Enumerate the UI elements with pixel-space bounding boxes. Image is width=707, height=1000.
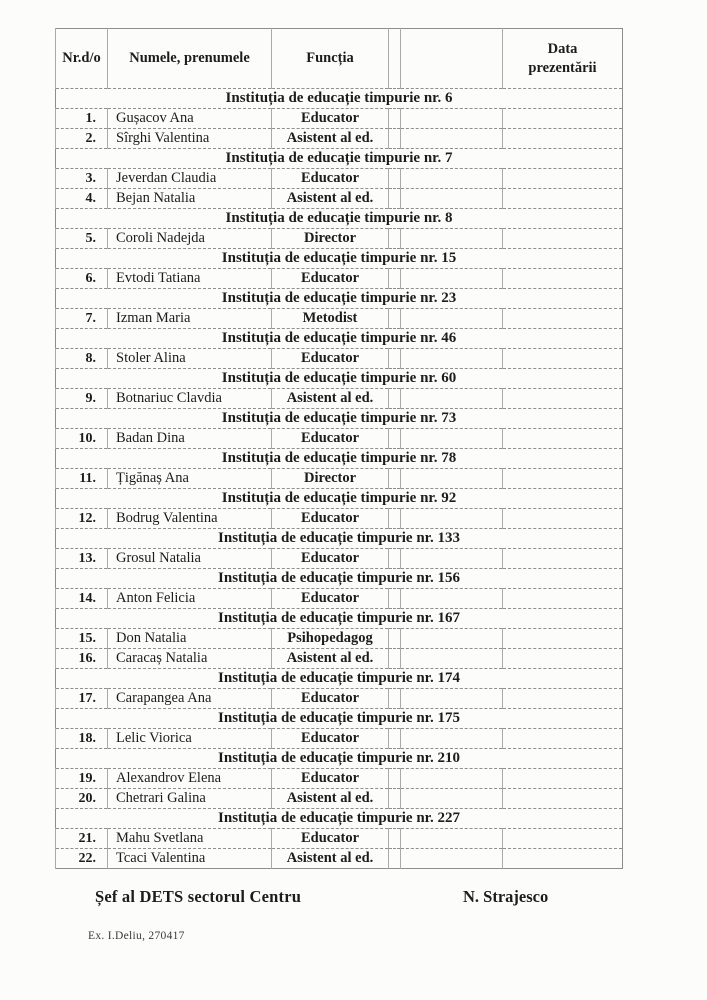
nr-cell: 6. [56, 269, 108, 289]
nr-cell: 22. [56, 849, 108, 869]
nr-cell: 13. [56, 549, 108, 569]
nr-cell: 20. [56, 789, 108, 809]
institution-header-row [56, 369, 623, 389]
nr-cell: 14. [56, 589, 108, 609]
blank-narrow-cell [389, 129, 401, 149]
date-cell [503, 389, 623, 409]
function-cell: Educator [272, 269, 389, 289]
date-cell [503, 269, 623, 289]
blank-narrow-cell [389, 269, 401, 289]
column-header-blank-narrow [389, 29, 401, 89]
nr-cell: 11. [56, 469, 108, 489]
blank-cell [401, 509, 503, 529]
function-cell: Educator [272, 829, 389, 849]
blank-cell [401, 129, 503, 149]
blank-narrow-cell [389, 689, 401, 709]
date-cell [503, 549, 623, 569]
institution-header-row [56, 709, 623, 729]
function-cell: Educator [272, 729, 389, 749]
name-cell: Don Natalia [108, 629, 272, 649]
function-cell: Asistent al ed. [272, 649, 389, 669]
blank-narrow-cell [389, 549, 401, 569]
institution-header-row [56, 669, 623, 689]
staff-row [56, 469, 623, 489]
institution-title: Instituția de educație timpurie nr. 175 [56, 709, 623, 729]
name-cell: Carapangea Ana [108, 689, 272, 709]
institution-title: Instituția de educație timpurie nr. 60 [56, 369, 623, 389]
blank-narrow-cell [389, 189, 401, 209]
institution-header-row [56, 89, 623, 109]
nr-cell: 21. [56, 829, 108, 849]
name-cell: Chetrari Galina [108, 789, 272, 809]
date-cell [503, 309, 623, 329]
staff-row [56, 549, 623, 569]
blank-narrow-cell [389, 229, 401, 249]
staff-row [56, 629, 623, 649]
function-cell: Educator [272, 509, 389, 529]
blank-narrow-cell [389, 469, 401, 489]
name-cell: Coroli Nadejda [108, 229, 272, 249]
date-cell [503, 509, 623, 529]
blank-narrow-cell [389, 509, 401, 529]
nr-cell: 5. [56, 229, 108, 249]
institution-header-row [56, 409, 623, 429]
blank-cell [401, 789, 503, 809]
institution-header-row [56, 489, 623, 509]
function-cell: Educator [272, 109, 389, 129]
institution-title: Instituția de educație timpurie nr. 227 [56, 809, 623, 829]
date-cell [503, 729, 623, 749]
blank-narrow-cell [389, 769, 401, 789]
date-cell [503, 589, 623, 609]
table-body [56, 89, 623, 869]
staff-row [56, 349, 623, 369]
executor-note: Ex. I.Deliu, 270417 [88, 930, 185, 942]
staff-row [56, 309, 623, 329]
date-cell [503, 349, 623, 369]
nr-cell: 16. [56, 649, 108, 669]
function-cell: Educator [272, 169, 389, 189]
blank-cell [401, 309, 503, 329]
staff-row [56, 589, 623, 609]
institution-title: Instituția de educație timpurie nr. 46 [56, 329, 623, 349]
staff-row [56, 429, 623, 449]
institution-title: Instituția de educație timpurie nr. 133 [56, 529, 623, 549]
institution-title: Instituția de educație timpurie nr. 210 [56, 749, 623, 769]
date-cell [503, 109, 623, 129]
name-cell: Grosul Natalia [108, 549, 272, 569]
blank-narrow-cell [389, 169, 401, 189]
date-cell [503, 129, 623, 149]
nr-cell: 7. [56, 309, 108, 329]
blank-narrow-cell [389, 849, 401, 869]
column-header-nr: Nr.d/o [56, 29, 108, 89]
institution-title: Instituția de educație timpurie nr. 15 [56, 249, 623, 269]
function-cell: Metodist [272, 309, 389, 329]
date-cell [503, 469, 623, 489]
nr-cell: 15. [56, 629, 108, 649]
name-cell: Jeverdan Claudia [108, 169, 272, 189]
name-cell: Badan Dina [108, 429, 272, 449]
staff-table [55, 28, 623, 869]
function-cell: Asistent al ed. [272, 189, 389, 209]
staff-row [56, 789, 623, 809]
institution-header-row [56, 209, 623, 229]
blank-cell [401, 469, 503, 489]
column-header-name: Numele, prenumele [108, 29, 272, 89]
institution-header-row [56, 529, 623, 549]
function-cell: Director [272, 469, 389, 489]
institution-header-row [56, 609, 623, 629]
staff-row [56, 129, 623, 149]
blank-narrow-cell [389, 309, 401, 329]
staff-row [56, 509, 623, 529]
name-cell: Evtodi Tatiana [108, 269, 272, 289]
blank-cell [401, 169, 503, 189]
function-cell: Educator [272, 689, 389, 709]
nr-cell: 19. [56, 769, 108, 789]
function-cell: Educator [272, 429, 389, 449]
table-header [56, 29, 623, 89]
name-cell: Alexandrov Elena [108, 769, 272, 789]
signature-name: N. Strajesco [463, 887, 549, 906]
institution-title: Instituția de educație timpurie nr. 78 [56, 449, 623, 469]
name-cell: Mahu Svetlana [108, 829, 272, 849]
blank-cell [401, 549, 503, 569]
staff-row [56, 849, 623, 869]
date-cell [503, 629, 623, 649]
blank-cell [401, 589, 503, 609]
institution-title: Instituția de educație timpurie nr. 23 [56, 289, 623, 309]
nr-cell: 1. [56, 109, 108, 129]
nr-cell: 9. [56, 389, 108, 409]
staff-row [56, 769, 623, 789]
name-cell: Stoler Alina [108, 349, 272, 369]
blank-cell [401, 629, 503, 649]
date-cell [503, 849, 623, 869]
blank-cell [401, 689, 503, 709]
function-cell: Educator [272, 549, 389, 569]
name-cell: Sîrghi Valentina [108, 129, 272, 149]
institution-header-row [56, 449, 623, 469]
nr-cell: 2. [56, 129, 108, 149]
function-cell: Asistent al ed. [272, 849, 389, 869]
function-cell: Asistent al ed. [272, 129, 389, 149]
blank-cell [401, 849, 503, 869]
staff-row [56, 109, 623, 129]
date-cell [503, 229, 623, 249]
blank-cell [401, 189, 503, 209]
date-cell [503, 789, 623, 809]
name-cell: Țigănaș Ana [108, 469, 272, 489]
staff-row [56, 269, 623, 289]
institution-title: Instituția de educație timpurie nr. 73 [56, 409, 623, 429]
name-cell: Botnariuc Clavdia [108, 389, 272, 409]
institution-title: Instituția de educație timpurie nr. 6 [56, 89, 623, 109]
name-cell: Anton Felicia [108, 589, 272, 609]
nr-cell: 8. [56, 349, 108, 369]
blank-cell [401, 649, 503, 669]
blank-cell [401, 769, 503, 789]
nr-cell: 17. [56, 689, 108, 709]
nr-cell: 4. [56, 189, 108, 209]
date-cell [503, 189, 623, 209]
date-cell [503, 829, 623, 849]
institution-title: Instituția de educație timpurie nr. 167 [56, 609, 623, 629]
staff-row [56, 169, 623, 189]
nr-cell: 18. [56, 729, 108, 749]
staff-row [56, 189, 623, 209]
name-cell: Bejan Natalia [108, 189, 272, 209]
function-cell: Psihopedagog [272, 629, 389, 649]
institution-title: Instituția de educație timpurie nr. 156 [56, 569, 623, 589]
institution-title: Instituția de educație timpurie nr. 7 [56, 149, 623, 169]
date-cell [503, 169, 623, 189]
nr-cell: 12. [56, 509, 108, 529]
function-cell: Director [272, 229, 389, 249]
staff-row [56, 689, 623, 709]
name-cell: Tcaci Valentina [108, 849, 272, 869]
function-cell: Educator [272, 589, 389, 609]
date-cell [503, 689, 623, 709]
signature-title: Șef al DETS sectorul Centru [95, 887, 302, 906]
institution-header-row [56, 289, 623, 309]
column-header-date: Data prezentării [503, 29, 623, 89]
name-cell: Bodrug Valentina [108, 509, 272, 529]
institution-header-row [56, 249, 623, 269]
staff-row [56, 729, 623, 749]
institution-header-row [56, 149, 623, 169]
column-header-function: Funcția [272, 29, 389, 89]
blank-narrow-cell [389, 389, 401, 409]
date-cell [503, 429, 623, 449]
name-cell: Izman Maria [108, 309, 272, 329]
blank-cell [401, 349, 503, 369]
blank-narrow-cell [389, 429, 401, 449]
institution-title: Instituția de educație timpurie nr. 8 [56, 209, 623, 229]
blank-narrow-cell [389, 109, 401, 129]
institution-header-row [56, 809, 623, 829]
blank-narrow-cell [389, 649, 401, 669]
blank-cell [401, 729, 503, 749]
date-cell [503, 769, 623, 789]
institution-header-row [56, 329, 623, 349]
blank-narrow-cell [389, 829, 401, 849]
institution-header-row [56, 569, 623, 589]
nr-cell: 10. [56, 429, 108, 449]
blank-narrow-cell [389, 789, 401, 809]
blank-cell [401, 229, 503, 249]
staff-row [56, 229, 623, 249]
blank-narrow-cell [389, 629, 401, 649]
blank-narrow-cell [389, 729, 401, 749]
function-cell: Asistent al ed. [272, 789, 389, 809]
date-cell [503, 649, 623, 669]
institution-title: Instituția de educație timpurie nr. 92 [56, 489, 623, 509]
institution-title: Instituția de educație timpurie nr. 174 [56, 669, 623, 689]
column-header-blank [401, 29, 503, 89]
staff-row [56, 829, 623, 849]
function-cell: Asistent al ed. [272, 389, 389, 409]
staff-row [56, 649, 623, 669]
function-cell: Educator [272, 769, 389, 789]
blank-narrow-cell [389, 589, 401, 609]
blank-cell [401, 109, 503, 129]
name-cell: Gușacov Ana [108, 109, 272, 129]
blank-cell [401, 429, 503, 449]
blank-narrow-cell [389, 349, 401, 369]
blank-cell [401, 829, 503, 849]
nr-cell: 3. [56, 169, 108, 189]
blank-cell [401, 269, 503, 289]
institution-header-row [56, 749, 623, 769]
blank-cell [401, 389, 503, 409]
function-cell: Educator [272, 349, 389, 369]
staff-row [56, 389, 623, 409]
name-cell: Caracaș Natalia [108, 649, 272, 669]
name-cell: Lelic Viorica [108, 729, 272, 749]
table-header-row [56, 29, 623, 89]
